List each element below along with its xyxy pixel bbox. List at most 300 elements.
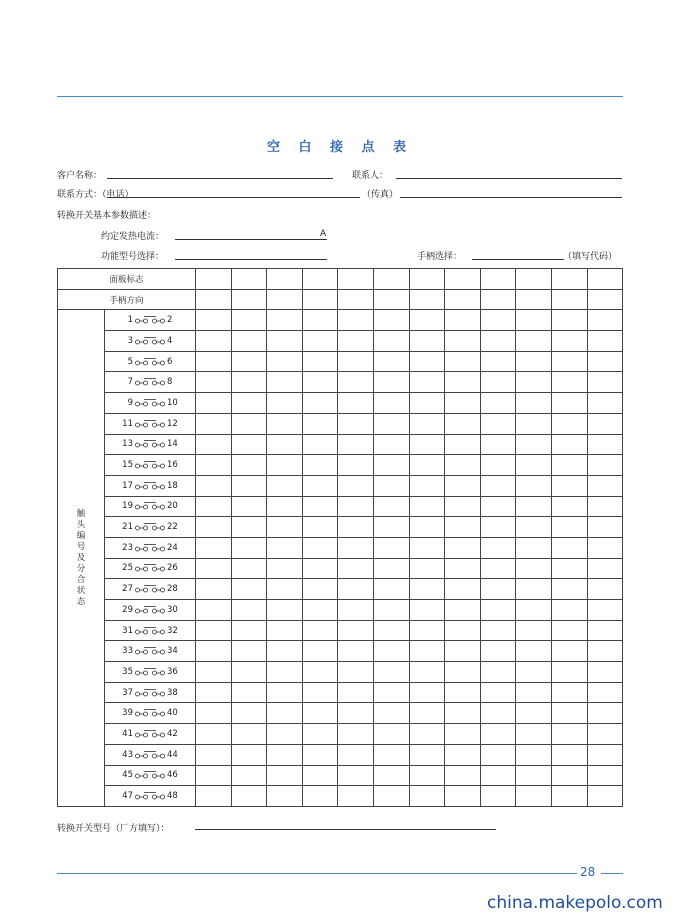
contact-cell[interactable] bbox=[480, 351, 516, 372]
contact-cell[interactable] bbox=[302, 331, 338, 352]
contact-cell[interactable] bbox=[267, 434, 303, 455]
contact-cell[interactable] bbox=[445, 310, 481, 331]
contact-cell[interactable] bbox=[267, 331, 303, 352]
contact-cell[interactable] bbox=[516, 703, 552, 724]
contact-cell[interactable] bbox=[516, 579, 552, 600]
contact-cell[interactable] bbox=[196, 682, 232, 703]
customer-name-field[interactable] bbox=[107, 178, 333, 179]
contact-cell[interactable] bbox=[409, 662, 445, 683]
contact-cell[interactable] bbox=[231, 641, 267, 662]
contact-cell[interactable] bbox=[587, 703, 623, 724]
handle-select-field[interactable] bbox=[472, 259, 564, 260]
contact-cell[interactable] bbox=[480, 496, 516, 517]
contact-cell[interactable] bbox=[480, 331, 516, 352]
contact-cell[interactable] bbox=[231, 744, 267, 765]
contact-cell[interactable] bbox=[409, 641, 445, 662]
contact-cell[interactable] bbox=[338, 558, 374, 579]
contact-cell[interactable] bbox=[516, 496, 552, 517]
contact-cell[interactable] bbox=[338, 724, 374, 745]
contact-cell[interactable] bbox=[445, 331, 481, 352]
contact-cell[interactable] bbox=[516, 765, 552, 786]
contact-cell[interactable] bbox=[338, 682, 374, 703]
contact-cell[interactable] bbox=[231, 331, 267, 352]
contact-cell[interactable] bbox=[587, 331, 623, 352]
contact-cell[interactable] bbox=[587, 662, 623, 683]
contact-cell[interactable] bbox=[445, 765, 481, 786]
contact-cell[interactable] bbox=[551, 393, 587, 414]
contact-cell[interactable] bbox=[338, 662, 374, 683]
contact-cell[interactable] bbox=[373, 393, 409, 414]
contact-cell[interactable] bbox=[480, 537, 516, 558]
contact-cell[interactable] bbox=[587, 517, 623, 538]
contact-cell[interactable] bbox=[231, 496, 267, 517]
contact-cell[interactable] bbox=[409, 517, 445, 538]
contact-cell[interactable] bbox=[480, 413, 516, 434]
contact-cell[interactable] bbox=[302, 413, 338, 434]
contact-cell[interactable] bbox=[373, 786, 409, 807]
contact-cell[interactable] bbox=[373, 331, 409, 352]
contact-cell[interactable] bbox=[480, 786, 516, 807]
contact-cell[interactable] bbox=[267, 765, 303, 786]
panel-mark-cell[interactable] bbox=[267, 269, 303, 290]
contact-cell[interactable] bbox=[480, 434, 516, 455]
contact-cell[interactable] bbox=[445, 682, 481, 703]
contact-cell[interactable] bbox=[302, 786, 338, 807]
contact-cell[interactable] bbox=[409, 744, 445, 765]
contact-cell[interactable] bbox=[196, 455, 232, 476]
contact-cell[interactable] bbox=[480, 475, 516, 496]
contact-cell[interactable] bbox=[587, 682, 623, 703]
panel-mark-cell[interactable] bbox=[516, 269, 552, 290]
contact-cell[interactable] bbox=[267, 662, 303, 683]
contact-cell[interactable] bbox=[587, 496, 623, 517]
contact-cell[interactable] bbox=[587, 600, 623, 621]
contact-cell[interactable] bbox=[551, 372, 587, 393]
contact-cell[interactable] bbox=[480, 703, 516, 724]
contact-cell[interactable] bbox=[587, 413, 623, 434]
contact-cell[interactable] bbox=[196, 765, 232, 786]
contact-cell[interactable] bbox=[516, 351, 552, 372]
contact-cell[interactable] bbox=[373, 744, 409, 765]
contact-cell[interactable] bbox=[373, 765, 409, 786]
contact-cell[interactable] bbox=[516, 682, 552, 703]
contact-cell[interactable] bbox=[267, 579, 303, 600]
contact-cell[interactable] bbox=[551, 351, 587, 372]
contact-cell[interactable] bbox=[587, 351, 623, 372]
contact-cell[interactable] bbox=[551, 724, 587, 745]
contact-cell[interactable] bbox=[231, 517, 267, 538]
contact-cell[interactable] bbox=[338, 310, 374, 331]
contact-cell[interactable] bbox=[587, 786, 623, 807]
contact-cell[interactable] bbox=[338, 765, 374, 786]
contact-cell[interactable] bbox=[302, 455, 338, 476]
contact-cell[interactable] bbox=[231, 434, 267, 455]
contact-cell[interactable] bbox=[267, 786, 303, 807]
contact-cell[interactable] bbox=[302, 537, 338, 558]
contact-cell[interactable] bbox=[409, 537, 445, 558]
contact-cell[interactable] bbox=[373, 641, 409, 662]
contact-cell[interactable] bbox=[267, 744, 303, 765]
contact-cell[interactable] bbox=[373, 600, 409, 621]
handle-direction-cell[interactable] bbox=[551, 289, 587, 310]
contact-cell[interactable] bbox=[445, 724, 481, 745]
contact-cell[interactable] bbox=[480, 558, 516, 579]
contact-cell[interactable] bbox=[338, 475, 374, 496]
contact-cell[interactable] bbox=[409, 682, 445, 703]
contact-cell[interactable] bbox=[267, 724, 303, 745]
contact-cell[interactable] bbox=[302, 703, 338, 724]
contact-cell[interactable] bbox=[267, 703, 303, 724]
contact-cell[interactable] bbox=[338, 786, 374, 807]
contact-cell[interactable] bbox=[196, 310, 232, 331]
contact-cell[interactable] bbox=[587, 434, 623, 455]
contact-cell[interactable] bbox=[231, 579, 267, 600]
contact-cell[interactable] bbox=[480, 393, 516, 414]
contact-cell[interactable] bbox=[267, 351, 303, 372]
contact-cell[interactable] bbox=[302, 641, 338, 662]
handle-direction-cell[interactable] bbox=[302, 289, 338, 310]
contact-cell[interactable] bbox=[445, 744, 481, 765]
contact-cell[interactable] bbox=[551, 475, 587, 496]
contact-cell[interactable] bbox=[267, 537, 303, 558]
contact-cell[interactable] bbox=[196, 662, 232, 683]
model-note-field[interactable] bbox=[195, 829, 496, 830]
handle-direction-cell[interactable] bbox=[267, 289, 303, 310]
contact-cell[interactable] bbox=[551, 331, 587, 352]
contact-cell[interactable] bbox=[302, 744, 338, 765]
contact-cell[interactable] bbox=[231, 475, 267, 496]
contact-cell[interactable] bbox=[409, 475, 445, 496]
contact-cell[interactable] bbox=[409, 600, 445, 621]
contact-cell[interactable] bbox=[409, 434, 445, 455]
contact-cell[interactable] bbox=[587, 620, 623, 641]
contact-cell[interactable] bbox=[551, 620, 587, 641]
contact-cell[interactable] bbox=[302, 496, 338, 517]
contact-cell[interactable] bbox=[551, 310, 587, 331]
contact-cell[interactable] bbox=[338, 744, 374, 765]
contact-cell[interactable] bbox=[302, 682, 338, 703]
contact-cell[interactable] bbox=[480, 310, 516, 331]
contact-cell[interactable] bbox=[373, 413, 409, 434]
contact-cell[interactable] bbox=[302, 600, 338, 621]
contact-cell[interactable] bbox=[587, 372, 623, 393]
contact-cell[interactable] bbox=[445, 537, 481, 558]
contact-cell[interactable] bbox=[231, 620, 267, 641]
contact-cell[interactable] bbox=[516, 393, 552, 414]
function-model-field[interactable] bbox=[175, 259, 327, 260]
contact-cell[interactable] bbox=[373, 496, 409, 517]
handle-direction-cell[interactable] bbox=[445, 289, 481, 310]
contact-cell[interactable] bbox=[231, 662, 267, 683]
contact-cell[interactable] bbox=[445, 620, 481, 641]
contact-cell[interactable] bbox=[445, 475, 481, 496]
contact-cell[interactable] bbox=[480, 455, 516, 476]
contact-cell[interactable] bbox=[445, 372, 481, 393]
contact-cell[interactable] bbox=[196, 496, 232, 517]
contact-cell[interactable] bbox=[373, 372, 409, 393]
contact-cell[interactable] bbox=[409, 455, 445, 476]
contact-cell[interactable] bbox=[551, 600, 587, 621]
contact-cell[interactable] bbox=[409, 620, 445, 641]
contact-cell[interactable] bbox=[587, 455, 623, 476]
contact-cell[interactable] bbox=[587, 744, 623, 765]
contact-cell[interactable] bbox=[196, 372, 232, 393]
contact-cell[interactable] bbox=[267, 620, 303, 641]
panel-mark-cell[interactable] bbox=[338, 269, 374, 290]
contact-cell[interactable] bbox=[373, 310, 409, 331]
contact-cell[interactable] bbox=[231, 413, 267, 434]
contact-cell[interactable] bbox=[516, 310, 552, 331]
contact-cell[interactable] bbox=[196, 620, 232, 641]
contact-cell[interactable] bbox=[587, 765, 623, 786]
contact-cell[interactable] bbox=[373, 703, 409, 724]
contact-cell[interactable] bbox=[231, 786, 267, 807]
contact-cell[interactable] bbox=[587, 558, 623, 579]
contact-cell[interactable] bbox=[231, 537, 267, 558]
contact-cell[interactable] bbox=[302, 765, 338, 786]
contact-cell[interactable] bbox=[196, 517, 232, 538]
contact-cell[interactable] bbox=[409, 351, 445, 372]
contact-cell[interactable] bbox=[551, 765, 587, 786]
contact-cell[interactable] bbox=[302, 393, 338, 414]
contact-cell[interactable] bbox=[302, 434, 338, 455]
contact-cell[interactable] bbox=[445, 434, 481, 455]
contact-cell[interactable] bbox=[409, 310, 445, 331]
rated-current-field[interactable] bbox=[175, 239, 327, 240]
contact-cell[interactable] bbox=[338, 600, 374, 621]
contact-cell[interactable] bbox=[373, 434, 409, 455]
contact-cell[interactable] bbox=[445, 351, 481, 372]
contact-cell[interactable] bbox=[516, 786, 552, 807]
contact-cell[interactable] bbox=[302, 310, 338, 331]
contact-cell[interactable] bbox=[516, 434, 552, 455]
contact-cell[interactable] bbox=[480, 579, 516, 600]
contact-cell[interactable] bbox=[373, 351, 409, 372]
contact-cell[interactable] bbox=[516, 372, 552, 393]
contact-cell[interactable] bbox=[409, 724, 445, 745]
contact-cell[interactable] bbox=[267, 393, 303, 414]
contact-cell[interactable] bbox=[480, 517, 516, 538]
contact-cell[interactable] bbox=[373, 517, 409, 538]
contact-cell[interactable] bbox=[551, 413, 587, 434]
contact-cell[interactable] bbox=[409, 372, 445, 393]
contact-cell[interactable] bbox=[373, 682, 409, 703]
contact-cell[interactable] bbox=[516, 620, 552, 641]
contact-cell[interactable] bbox=[409, 393, 445, 414]
contact-cell[interactable] bbox=[231, 351, 267, 372]
contact-cell[interactable] bbox=[338, 434, 374, 455]
panel-mark-cell[interactable] bbox=[480, 269, 516, 290]
contact-cell[interactable] bbox=[409, 765, 445, 786]
contact-cell[interactable] bbox=[409, 558, 445, 579]
contact-cell[interactable] bbox=[302, 662, 338, 683]
contact-cell[interactable] bbox=[231, 310, 267, 331]
contact-cell[interactable] bbox=[445, 496, 481, 517]
panel-mark-cell[interactable] bbox=[196, 269, 232, 290]
contact-cell[interactable] bbox=[409, 703, 445, 724]
contact-cell[interactable] bbox=[302, 517, 338, 538]
contact-cell[interactable] bbox=[196, 600, 232, 621]
contact-cell[interactable] bbox=[516, 600, 552, 621]
contact-cell[interactable] bbox=[302, 558, 338, 579]
contact-cell[interactable] bbox=[338, 413, 374, 434]
handle-direction-cell[interactable] bbox=[196, 289, 232, 310]
contact-cell[interactable] bbox=[338, 351, 374, 372]
contact-cell[interactable] bbox=[196, 331, 232, 352]
contact-cell[interactable] bbox=[409, 413, 445, 434]
contact-cell[interactable] bbox=[409, 496, 445, 517]
contact-cell[interactable] bbox=[551, 682, 587, 703]
contact-cell[interactable] bbox=[338, 641, 374, 662]
contact-cell[interactable] bbox=[196, 641, 232, 662]
contact-cell[interactable] bbox=[338, 496, 374, 517]
contact-cell[interactable] bbox=[480, 724, 516, 745]
contact-cell[interactable] bbox=[267, 310, 303, 331]
contact-cell[interactable] bbox=[267, 413, 303, 434]
panel-mark-cell[interactable] bbox=[302, 269, 338, 290]
contact-cell[interactable] bbox=[196, 786, 232, 807]
contact-cell[interactable] bbox=[587, 310, 623, 331]
contact-cell[interactable] bbox=[231, 558, 267, 579]
contact-cell[interactable] bbox=[302, 724, 338, 745]
contact-cell[interactable] bbox=[338, 455, 374, 476]
contact-cell[interactable] bbox=[373, 620, 409, 641]
contact-cell[interactable] bbox=[338, 372, 374, 393]
contact-cell[interactable] bbox=[445, 413, 481, 434]
contact-cell[interactable] bbox=[409, 579, 445, 600]
contact-cell[interactable] bbox=[302, 372, 338, 393]
panel-mark-cell[interactable] bbox=[409, 269, 445, 290]
contact-cell[interactable] bbox=[196, 703, 232, 724]
contact-cell[interactable] bbox=[480, 682, 516, 703]
contact-cell[interactable] bbox=[480, 765, 516, 786]
contact-cell[interactable] bbox=[267, 455, 303, 476]
contact-cell[interactable] bbox=[445, 641, 481, 662]
panel-mark-cell[interactable] bbox=[551, 269, 587, 290]
contact-cell[interactable] bbox=[231, 455, 267, 476]
contact-cell[interactable] bbox=[338, 579, 374, 600]
handle-direction-cell[interactable] bbox=[516, 289, 552, 310]
contact-cell[interactable] bbox=[267, 682, 303, 703]
contact-cell[interactable] bbox=[302, 475, 338, 496]
contact-cell[interactable] bbox=[587, 641, 623, 662]
contact-cell[interactable] bbox=[373, 662, 409, 683]
contact-cell[interactable] bbox=[551, 579, 587, 600]
contact-cell[interactable] bbox=[373, 579, 409, 600]
contact-cell[interactable] bbox=[551, 703, 587, 724]
contact-cell[interactable] bbox=[267, 558, 303, 579]
contact-cell[interactable] bbox=[516, 558, 552, 579]
contact-cell[interactable] bbox=[587, 579, 623, 600]
contact-cell[interactable] bbox=[480, 620, 516, 641]
contact-cell[interactable] bbox=[445, 600, 481, 621]
contact-cell[interactable] bbox=[196, 724, 232, 745]
contact-cell[interactable] bbox=[445, 703, 481, 724]
handle-direction-cell[interactable] bbox=[373, 289, 409, 310]
contact-cell[interactable] bbox=[231, 724, 267, 745]
contact-cell[interactable] bbox=[196, 558, 232, 579]
contact-cell[interactable] bbox=[231, 765, 267, 786]
handle-direction-cell[interactable] bbox=[409, 289, 445, 310]
panel-mark-cell[interactable] bbox=[373, 269, 409, 290]
contact-cell[interactable] bbox=[373, 558, 409, 579]
contact-cell[interactable] bbox=[551, 558, 587, 579]
contact-cell[interactable] bbox=[196, 393, 232, 414]
contact-cell[interactable] bbox=[551, 641, 587, 662]
contact-cell[interactable] bbox=[445, 393, 481, 414]
contact-cell[interactable] bbox=[196, 579, 232, 600]
contact-cell[interactable] bbox=[587, 537, 623, 558]
contact-cell[interactable] bbox=[373, 724, 409, 745]
contact-cell[interactable] bbox=[231, 600, 267, 621]
contact-cell[interactable] bbox=[267, 517, 303, 538]
contact-cell[interactable] bbox=[267, 496, 303, 517]
contact-cell[interactable] bbox=[516, 537, 552, 558]
contact-cell[interactable] bbox=[551, 496, 587, 517]
contact-cell[interactable] bbox=[196, 475, 232, 496]
contact-cell[interactable] bbox=[516, 744, 552, 765]
contact-cell[interactable] bbox=[551, 744, 587, 765]
contact-cell[interactable] bbox=[267, 600, 303, 621]
contact-cell[interactable] bbox=[587, 393, 623, 414]
contact-cell[interactable] bbox=[551, 434, 587, 455]
contact-cell[interactable] bbox=[267, 475, 303, 496]
contact-cell[interactable] bbox=[231, 703, 267, 724]
contact-cell[interactable] bbox=[516, 475, 552, 496]
contact-cell[interactable] bbox=[338, 537, 374, 558]
contact-cell[interactable] bbox=[445, 455, 481, 476]
contact-cell[interactable] bbox=[302, 620, 338, 641]
contact-cell[interactable] bbox=[551, 517, 587, 538]
contact-cell[interactable] bbox=[267, 372, 303, 393]
contact-cell[interactable] bbox=[480, 662, 516, 683]
contact-cell[interactable] bbox=[409, 786, 445, 807]
contact-cell[interactable] bbox=[338, 620, 374, 641]
contact-cell[interactable] bbox=[445, 579, 481, 600]
contact-cell[interactable] bbox=[338, 393, 374, 414]
contact-cell[interactable] bbox=[302, 579, 338, 600]
handle-direction-cell[interactable] bbox=[480, 289, 516, 310]
contact-cell[interactable] bbox=[338, 517, 374, 538]
contact-cell[interactable] bbox=[551, 537, 587, 558]
contact-cell[interactable] bbox=[373, 455, 409, 476]
contact-cell[interactable] bbox=[587, 475, 623, 496]
contact-cell[interactable] bbox=[516, 517, 552, 538]
contact-cell[interactable] bbox=[445, 662, 481, 683]
panel-mark-cell[interactable] bbox=[231, 269, 267, 290]
contact-cell[interactable] bbox=[445, 558, 481, 579]
contact-cell[interactable] bbox=[338, 703, 374, 724]
contact-cell[interactable] bbox=[196, 413, 232, 434]
contact-cell[interactable] bbox=[373, 475, 409, 496]
handle-direction-cell[interactable] bbox=[587, 289, 623, 310]
contact-cell[interactable] bbox=[445, 517, 481, 538]
contact-cell[interactable] bbox=[231, 372, 267, 393]
contact-cell[interactable] bbox=[196, 744, 232, 765]
contact-cell[interactable] bbox=[551, 455, 587, 476]
contact-cell[interactable] bbox=[338, 331, 374, 352]
contact-cell[interactable] bbox=[551, 662, 587, 683]
contact-cell[interactable] bbox=[373, 537, 409, 558]
contact-cell[interactable] bbox=[480, 744, 516, 765]
panel-mark-cell[interactable] bbox=[587, 269, 623, 290]
contact-cell[interactable] bbox=[409, 331, 445, 352]
contact-cell[interactable] bbox=[267, 641, 303, 662]
contact-cell[interactable] bbox=[516, 413, 552, 434]
contact-cell[interactable] bbox=[480, 641, 516, 662]
handle-direction-cell[interactable] bbox=[231, 289, 267, 310]
contact-cell[interactable] bbox=[516, 455, 552, 476]
